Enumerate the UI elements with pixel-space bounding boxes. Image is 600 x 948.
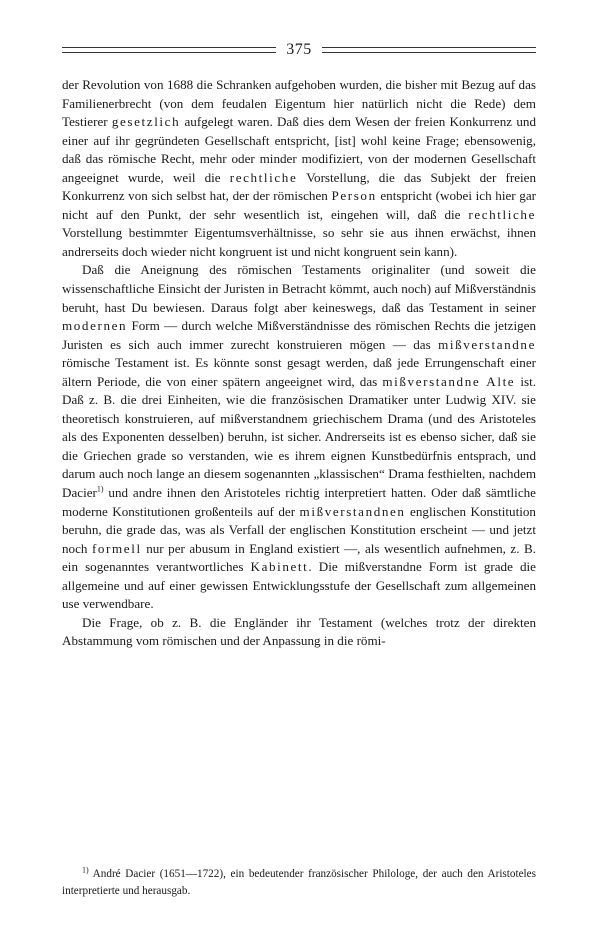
footnote-marker: 1) [82, 865, 89, 875]
text-run: Daß die Aneignung des römischen Testaments originaliter (und soweit die wissenschaftliche Einsicht der Juristen in Betracht kömmt, auch noch) auf Mißverständnis beruht, hast Du bewiesen. Daraus folgt aber keineswegs, daß das Testament in seiner [62, 262, 536, 315]
text-run: römische Testament ist. Es könnte sonst gesagt werden, daß jede Errungenschaft einer ältern Periode, die von einer spätern angeeignet wird, das [62, 355, 536, 389]
paragraph-2 [62, 261, 536, 613]
footnote [62, 866, 536, 900]
text-run: Vorstellung bestimmter Eigentumsverhältnisse, so sehr sie aus ihnen erwächst, ihnen andrerseits doch wieder nicht kongruent ist und nicht kongruent sein kann). [62, 225, 536, 259]
footnote-reference: 1) [96, 484, 104, 494]
emphasized-text: modernen [62, 318, 128, 334]
header-rule-right [322, 47, 536, 53]
emphasized-text: Person [331, 188, 377, 204]
footnote-text: André Dacier (1651—1722), ein bedeutender französischer Philologe, der auch den Aristoteles interpretierte und herausgab. [62, 868, 536, 897]
emphasized-text: Kabinett [250, 559, 309, 575]
page-header [62, 30, 536, 70]
text-run: Vorstellung, die das Subjekt der freien Konkurrenz von sich selbst hat, der der römischen [62, 169, 536, 204]
text-run: aufgelegt waren. Daß dies dem Wesen der freien Konkurrenz und einer auf ihr gegründeten Gesellschaft entspricht, [ist] wohl keine Frage; ebensowenig, daß das römische Recht, mehr oder minder modifiziert, von der modernen Gesellschaft angeeignet wurde, weil die [62, 114, 536, 185]
text-run: . Die mißverstandne Form ist grade die allgemeine und auf einer gewissen Entwicklungsstufe der Gesellschaft zum allgemeinen use verwendbare. [62, 559, 536, 612]
text-run: Form — durch welche Mißverständnisse des römischen Rechts die jetzigen Juristen es sich auch immer zurecht konstruieren mögen — das [62, 318, 536, 352]
text-run: nur per abusum in England existiert —, als wesentlich aufnehmen, z. B. ein sogenanntes verantwortliches [62, 540, 536, 575]
paragraph-3 [62, 614, 536, 651]
emphasized-text: mißverstandnen [299, 503, 406, 519]
page [62, 30, 536, 651]
emphasized-text: formell [91, 540, 142, 556]
page-number: 375 [286, 41, 312, 58]
emphasized-text: gesetzlich [111, 114, 181, 130]
text-run: entspricht (wobei ich hier gar nicht auf den Punkt, der sehr wesentlich ist, eingehen will, daß die [62, 188, 537, 222]
emphasized-text: rechtliche [229, 169, 298, 185]
body-text [62, 76, 536, 651]
paragraph-1 [62, 76, 536, 261]
text-run: englischen Konstitution beruhn, die grade das, was als Verfall der englischen Konstitution erscheint — und jetzt noch [62, 503, 536, 556]
header-rule-left [62, 47, 276, 53]
text-run: ist. Daß z. B. die drei Einheiten, wie die französischen Dramatiker unter Ludwig XIV. sie theoretisch konstruieren, auf mißverstandnem griechischem Drama (und des Aristoteles als des Exponenten desselben) beruhn, ist sicher. Andrerseits ist es ebenso sicher, daß sie die Griechen grade so verstanden, wie es ihrem eignen Kunstbedürfnis entsprach, und darum auch noch lange an diesem sogenannten „klassischen“ Drama festhielten, nachdem Dacier [62, 373, 537, 501]
emphasized-text: mißverstandne Alte [382, 373, 516, 389]
footnote-area [62, 866, 536, 900]
emphasized-text: rechtliche [468, 206, 536, 222]
text-run: Die Frage, ob z. B. die Engländer ihr Testament (welches trotz der direkten Abstammung vom römischen und der Anpassung in die römi- [62, 614, 536, 649]
text-run: und andre ihnen den Aristoteles richtig interpretiert hatten. Oder daß sämtliche moderne Konstitutionen großenteils auf der [62, 485, 536, 519]
emphasized-text: mißverstandne [438, 336, 536, 352]
text-run: der Revolution von 1688 die Schranken aufgehoben wurden, die bisher mit Bezug auf das Familienerbrecht (von dem feudalen Eigentum hier natürlich nicht die Rede) dem Testierer [62, 77, 536, 130]
